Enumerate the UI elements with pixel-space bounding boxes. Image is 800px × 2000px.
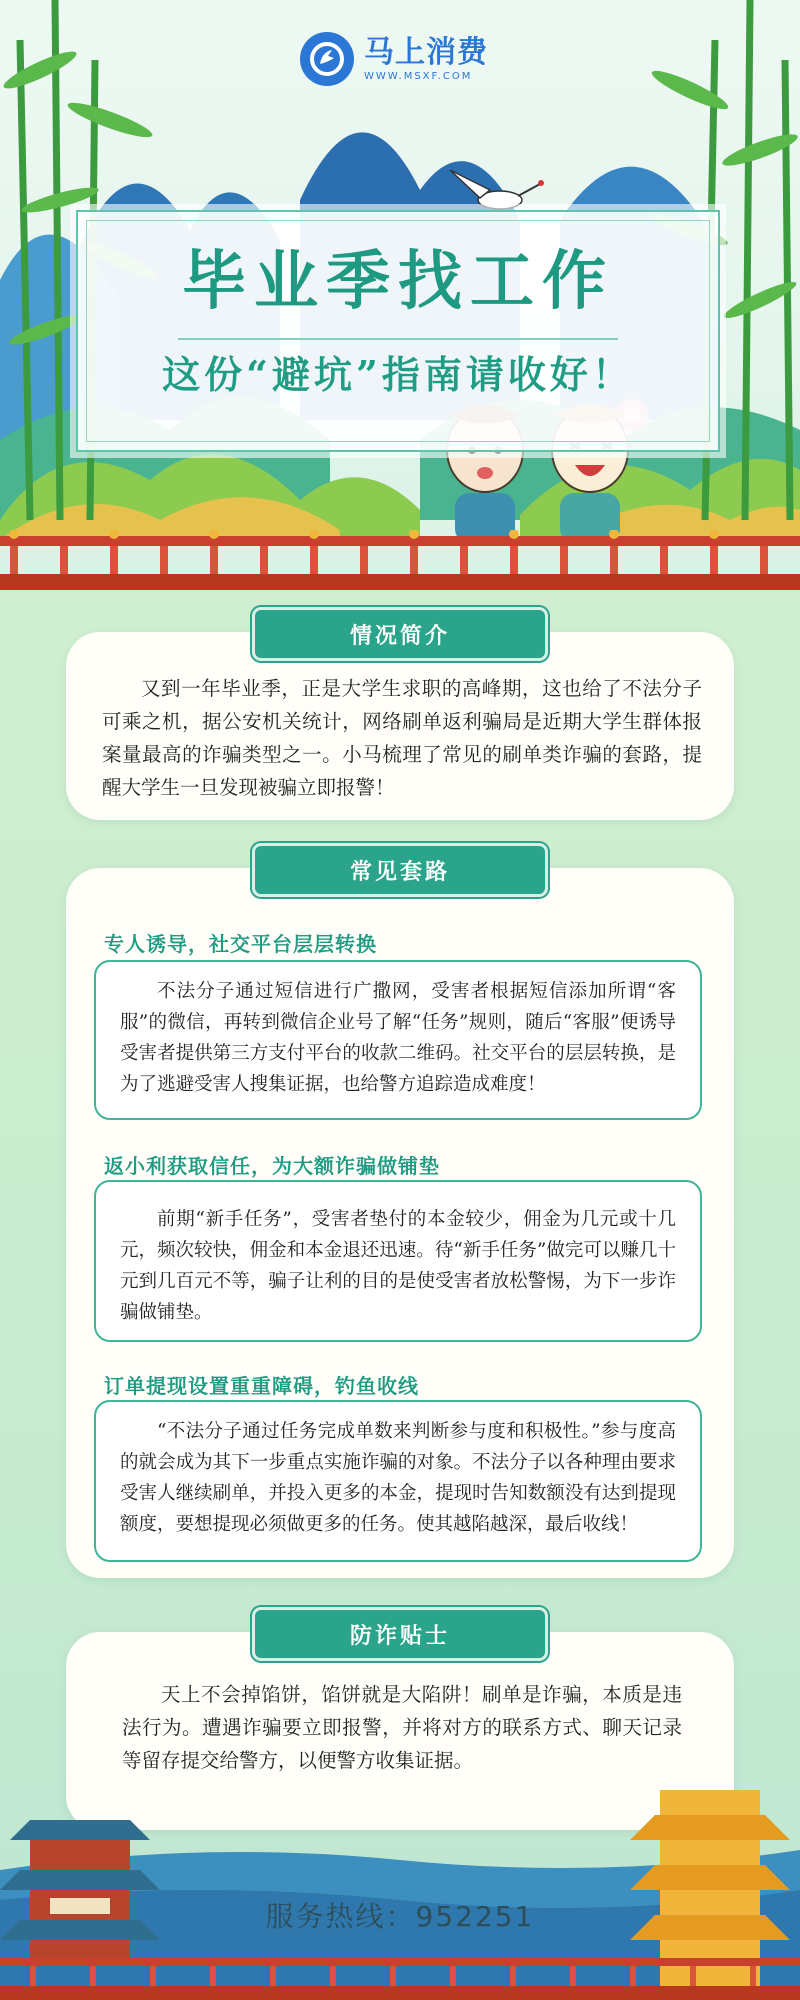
title-panel: [76, 210, 720, 452]
horse-logo-icon: [300, 32, 354, 86]
tips-text: 天上不会掉馅饼，馅饼就是大陷阱！刷单是诈骗，本质是违法行为。遭遇诈骗要立即报警，并将对方的联系方式、聊天记录等留存提交给警方，以便警方收集证据。: [122, 1683, 682, 1772]
section-title-routines: 常见套路: [255, 846, 545, 894]
intro-text: 又到一年毕业季，正是大学生求职的高峰期，这也给了不法分子可乘之机，据公安机关统计，网络刷单返利骗局是近期大学生群体报案量最高的诈骗类型之一。小马梳理了常见的刷单类诈骗的套路，提醒大学生一旦发现被骗立即报警！: [102, 677, 702, 799]
routine-text-2: 前期“新手任务”，受害者垫付的本金较少，佣金为几元或十几元，频次较快，佣金和本金退还迅速。待“新手任务”做完可以赚几十元到几百元不等，骗子让利的目的是使受害者放松警惕，为下一步诈骗做铺垫。: [120, 1209, 676, 1323]
routine-heading-3: 订单提现设置重重障碍，钓鱼收线: [104, 1374, 419, 1398]
fence-decoration: [0, 530, 800, 590]
routine-box-1: [94, 960, 702, 1120]
routine-box-2: [94, 1180, 702, 1342]
brand-url: WWW.MSXF.COM: [364, 70, 473, 82]
section-title-intro: 情况简介: [255, 610, 545, 658]
brand-name: 马上消费: [364, 34, 488, 70]
page-title: 毕业季找工作: [182, 244, 614, 319]
routine-heading-1: 专人诱导，社交平台层层转换: [104, 932, 377, 956]
hero-banner: [0, 0, 800, 590]
brand-logo[interactable]: [300, 28, 510, 90]
routines-card: [66, 868, 734, 1578]
routine-text-1: 不法分子通过短信进行广撒网，受害者根据短信添加所谓“客服”的微信，再转到微信企业号了解“任务”规则，随后“客服”便诱导受害者提供第三方支付平台的收款二维码。社交平台的层层转换，是为了逃避受害人搜集证据，也给警方追踪造成难度！: [120, 981, 676, 1095]
section-title-tips: 防诈贴士: [255, 1610, 545, 1658]
routine-text-3: “不法分子通过任务完成单数来判断参与度和积极性。”参与度高的就会成为其下一步重点实施诈骗的对象。不法分子以各种理由要求受害人继续刷单，并投入更多的本金，提现时告知数额没有达到提现额度，要想提现必须做更多的任务。使其越陷越深，最后收线！: [120, 1421, 676, 1535]
service-hotline[interactable]: 服务热线：952251: [265, 1900, 535, 1933]
routine-heading-2: 返小利获取信任，为大额诈骗做铺垫: [104, 1154, 440, 1178]
routine-box-3: [94, 1400, 702, 1562]
title-divider: [178, 338, 618, 340]
page-subtitle: 这份“避坑”指南请收好！: [162, 352, 634, 397]
intro-card: [66, 632, 734, 820]
